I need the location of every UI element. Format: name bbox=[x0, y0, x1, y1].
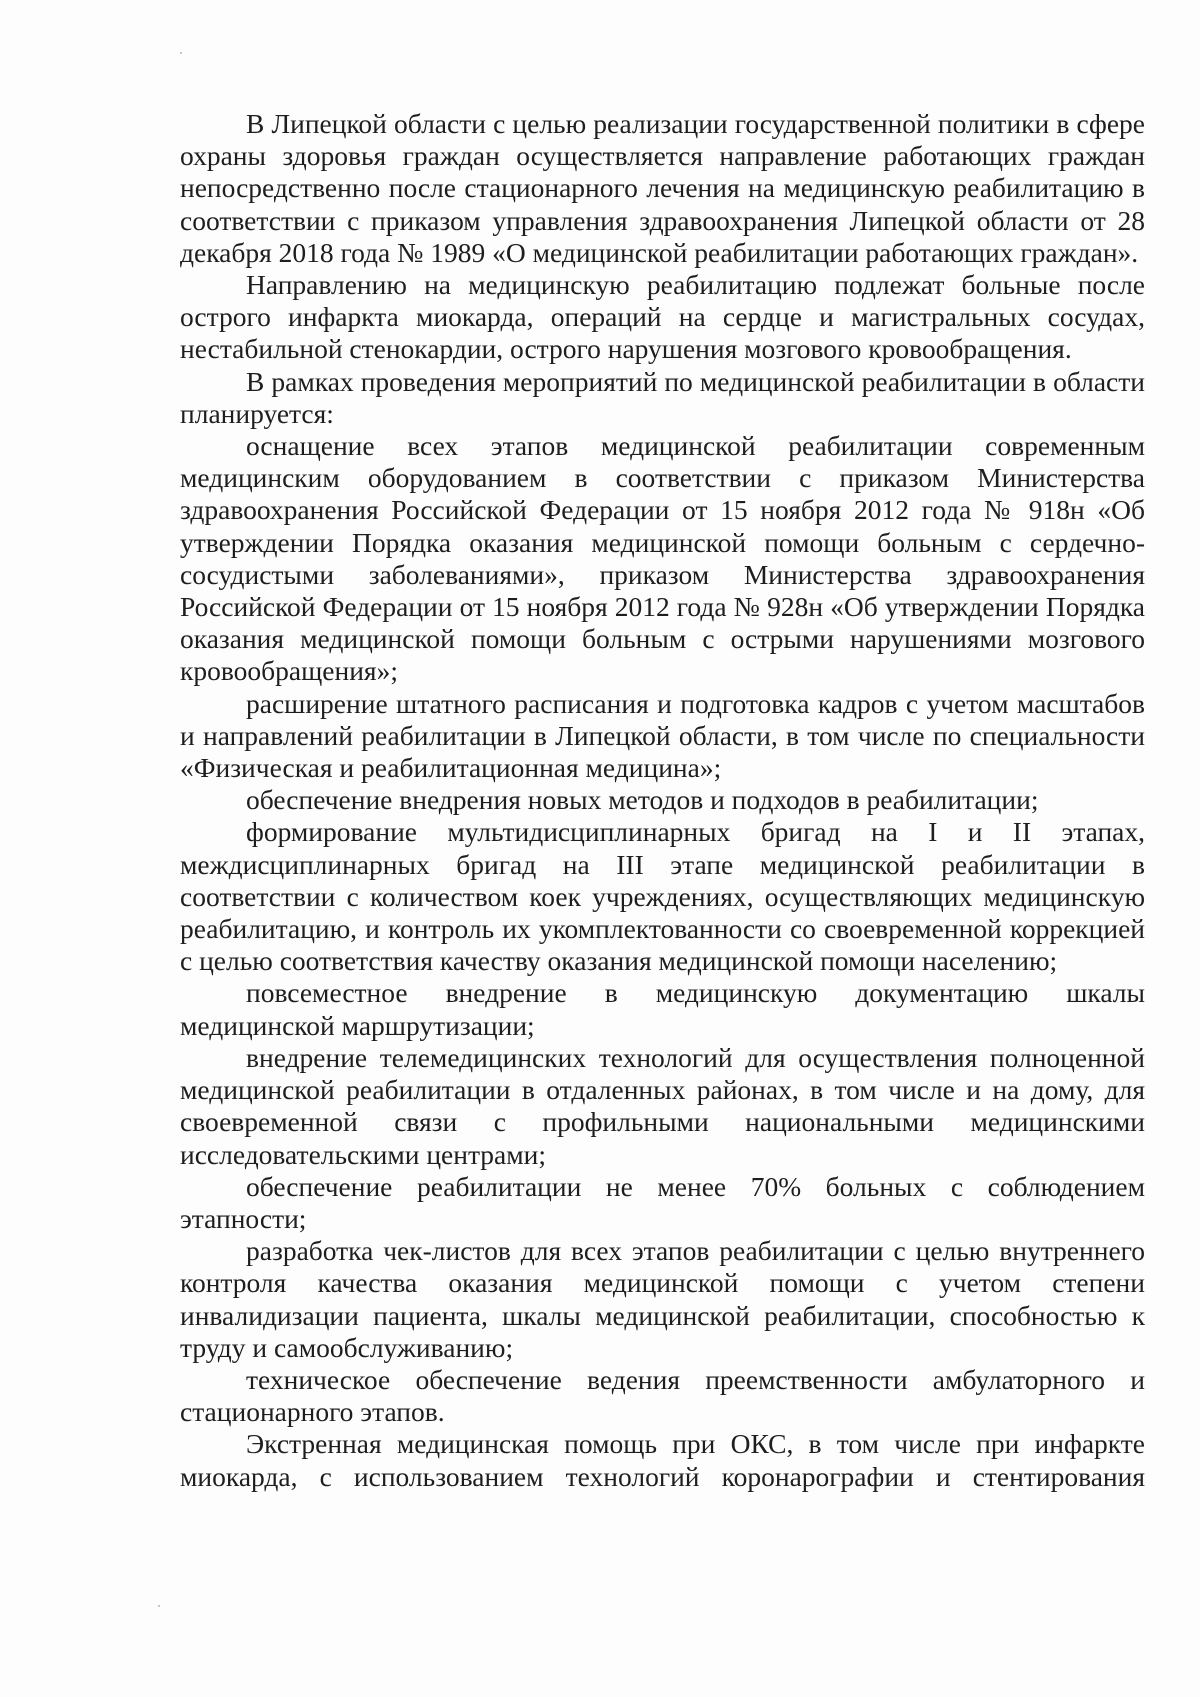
paragraph-equipment: оснащение всех этапов медицинской реабилитации современным медицинским оборудованием в соответствии с приказом Министерства здравоохранения Российской Федерации от 15 ноября 2012 года № 918н «Об утверждении Порядка оказания медицинской помощи больным с сердечно-сосудистыми заболеваниями», приказом Министерства здравоохранения Российской Федерации от 15 ноября 2012 года № 928н «Об утверждении Порядка оказания медицинской помощи больным с острыми нарушениями мозгового кровообращения»; bbox=[180, 430, 1145, 687]
scan-speck bbox=[180, 52, 182, 54]
paragraph-patients-eligible: Направлению на медицинскую реабилитацию подлежат больные после острого инфаркта миокарда, операций на сердце и магистральных сосудах, нестабильной стенокардии, острого нарушения мозгового кровообращения. bbox=[180, 269, 1145, 365]
paragraph-planned-measures-intro: В рамках проведения мероприятий по медицинской реабилитации в области планируется: bbox=[180, 365, 1145, 429]
paragraph-staffing: расширение штатного расписания и подготовка кадров с учетом масштабов и направлений реабилитации в Липецкой области, в том числе по специальности «Физическая и реабилитационная медицина»; bbox=[180, 687, 1145, 784]
paragraph-new-methods: обеспечение внедрения новых методов и подходов в реабилитации; bbox=[246, 784, 1039, 816]
paragraph-telemedicine: внедрение телемедицинских технологий для осуществления полноценной медицинской реабилитации в отдаленных районах, в том числе и на дому, для своевременной связи с профильными национальными медицинскими исследовательскими центрами; bbox=[180, 1041, 1145, 1170]
paragraph-routing-scale: повсеместное внедрение в медицинскую документацию шкалы медицинской маршрутизации; bbox=[180, 977, 1145, 1041]
paragraph-continuity: техническое обеспечение ведения преемственности амбулаторного и стационарного этапов. bbox=[180, 1363, 1145, 1428]
paragraph-multidisciplinary-teams: формирование мультидисциплинарных бригад на I и II этапах, междисциплинарных бригад на III этапе медицинской реабилитации в соответствии с количеством коек учреждениях, осуществляющих медицинскую реабилитацию, и контроль их укомплектованности со своевременной коррекцией с целью соответствия качеству оказания медицинской помощи населению; bbox=[180, 816, 1145, 977]
scan-speck bbox=[158, 1605, 160, 1607]
paragraph-emergency-acs: Экстренная медицинская помощь при ОКС, в том числе при инфаркте миокарда, с использованием технологий коронарографии и стентирования bbox=[180, 1428, 1145, 1492]
paragraph-lipetsk-rehabilitation: В Липецкой области с целью реализации государственной политики в сфере охраны здоровья граждан осуществляется направление работающих граждан непосредственно после стационарного лечения на медицинскую реабилитацию в соответствии с приказом управления здравоохранения Липецкой области от 28 декабря 2018 года № 1989 «О медицинской реабилитации работающих граждан». bbox=[180, 108, 1145, 268]
document-body bbox=[180, 108, 1145, 1493]
paragraph-checklists: разработка чек-листов для всех этапов реабилитации с целью внутреннего контроля качества оказания медицинской помощи с учетом степени инвалидизации пациента, шкалы медицинской реабилитации, способностью к труду и самообслуживанию; bbox=[180, 1235, 1145, 1363]
paragraph-coverage-70: обеспечение реабилитации не менее 70% больных с соблюдением этапности; bbox=[180, 1170, 1145, 1234]
